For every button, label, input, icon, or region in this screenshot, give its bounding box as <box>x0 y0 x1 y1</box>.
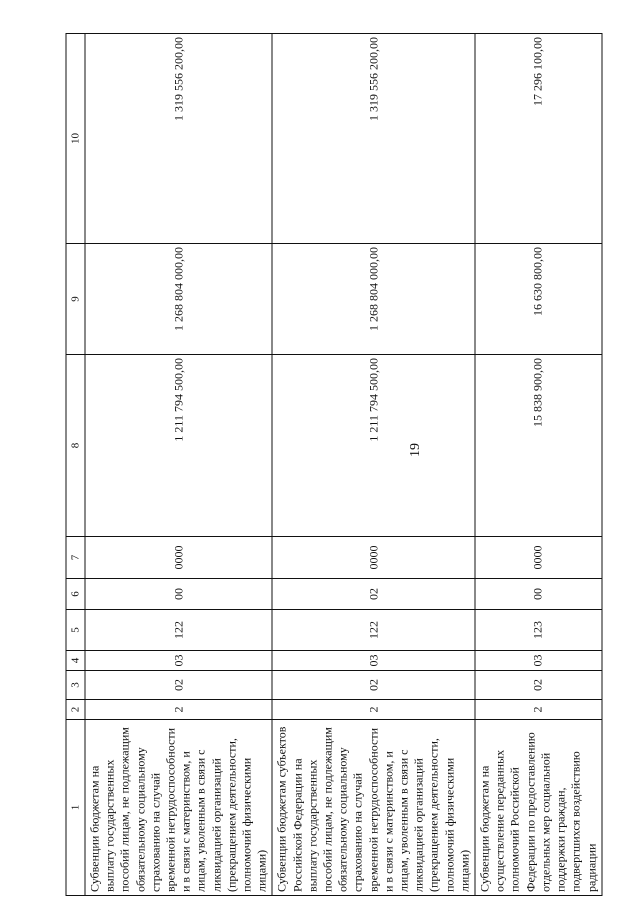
column-number: 7 <box>66 537 85 579</box>
code-cell: 2 <box>475 700 602 720</box>
code-cell: 0000 <box>475 537 602 579</box>
page-number: 19 <box>408 443 423 457</box>
column-number: 5 <box>66 610 85 651</box>
amount-cell: 1 319 556 200,00 <box>85 34 272 244</box>
amount-cell: 15 838 900,00 <box>475 355 602 537</box>
rotated-table-wrapper <box>66 34 598 896</box>
code-cell: 02 <box>272 579 475 610</box>
amount-cell: 1 268 804 000,00 <box>85 244 272 355</box>
amount-cell: 1 211 794 500,00 <box>272 355 475 537</box>
column-number: 9 <box>66 244 85 355</box>
code-cell: 2 <box>272 700 475 720</box>
column-number: 8 <box>66 355 85 537</box>
table-row <box>272 34 475 896</box>
code-cell: 03 <box>85 651 272 671</box>
column-number: 10 <box>66 34 85 244</box>
code-cell: 02 <box>475 671 602 700</box>
code-cell: 00 <box>475 579 602 610</box>
code-cell: 02 <box>272 671 475 700</box>
code-cell: 122 <box>272 610 475 651</box>
code-cell: 123 <box>475 610 602 651</box>
column-number: 1 <box>66 720 85 896</box>
code-cell: 02 <box>85 671 272 700</box>
amount-cell: 16 630 800,00 <box>475 244 602 355</box>
amount-cell: 1 268 804 000,00 <box>272 244 475 355</box>
row-description: Субвенции бюджетам на выплату государственных пособий лицам, не подлежащим обязательному социальному страхованию на случай временной нетрудоспособности и в связи с материнством, и лицам, уволенным в связи с ликвидацией организаций (прекращением деятельности, полномочий физическими лицами) <box>85 720 272 896</box>
row-description: Субвенции бюджетам на осуществление переданных полномочий Российской Федерации по предоставлению отдельных мер социальной поддержки граждан, подвергшихся воздействию радиации <box>475 720 602 896</box>
amount-cell: 1 319 556 200,00 <box>272 34 475 244</box>
table-row <box>475 34 602 896</box>
column-number: 4 <box>66 651 85 671</box>
code-cell: 00 <box>85 579 272 610</box>
column-number: 3 <box>66 671 85 700</box>
code-cell: 2 <box>85 700 272 720</box>
code-cell: 122 <box>85 610 272 651</box>
table-row <box>85 34 272 896</box>
column-number: 2 <box>66 700 85 720</box>
column-number: 6 <box>66 579 85 610</box>
budget-table <box>66 33 603 896</box>
row-description: Субвенции бюджетам субъектов Российской Федерации на выплату государственных пособий лицам, не подлежащим обязательному социальному страхованию на случай временной нетрудоспособности и в связи с материнством, и лицам, уволенным в связи с ликвидацией организаций (прекращением деятельности, полномочий физическими лицами) <box>272 720 475 896</box>
code-cell: 0000 <box>272 537 475 579</box>
column-number-row <box>66 34 85 896</box>
code-cell: 03 <box>272 651 475 671</box>
code-cell: 03 <box>475 651 602 671</box>
code-cell: 0000 <box>85 537 272 579</box>
amount-cell: 17 296 100,00 <box>475 34 602 244</box>
amount-cell: 1 211 794 500,00 <box>85 355 272 537</box>
